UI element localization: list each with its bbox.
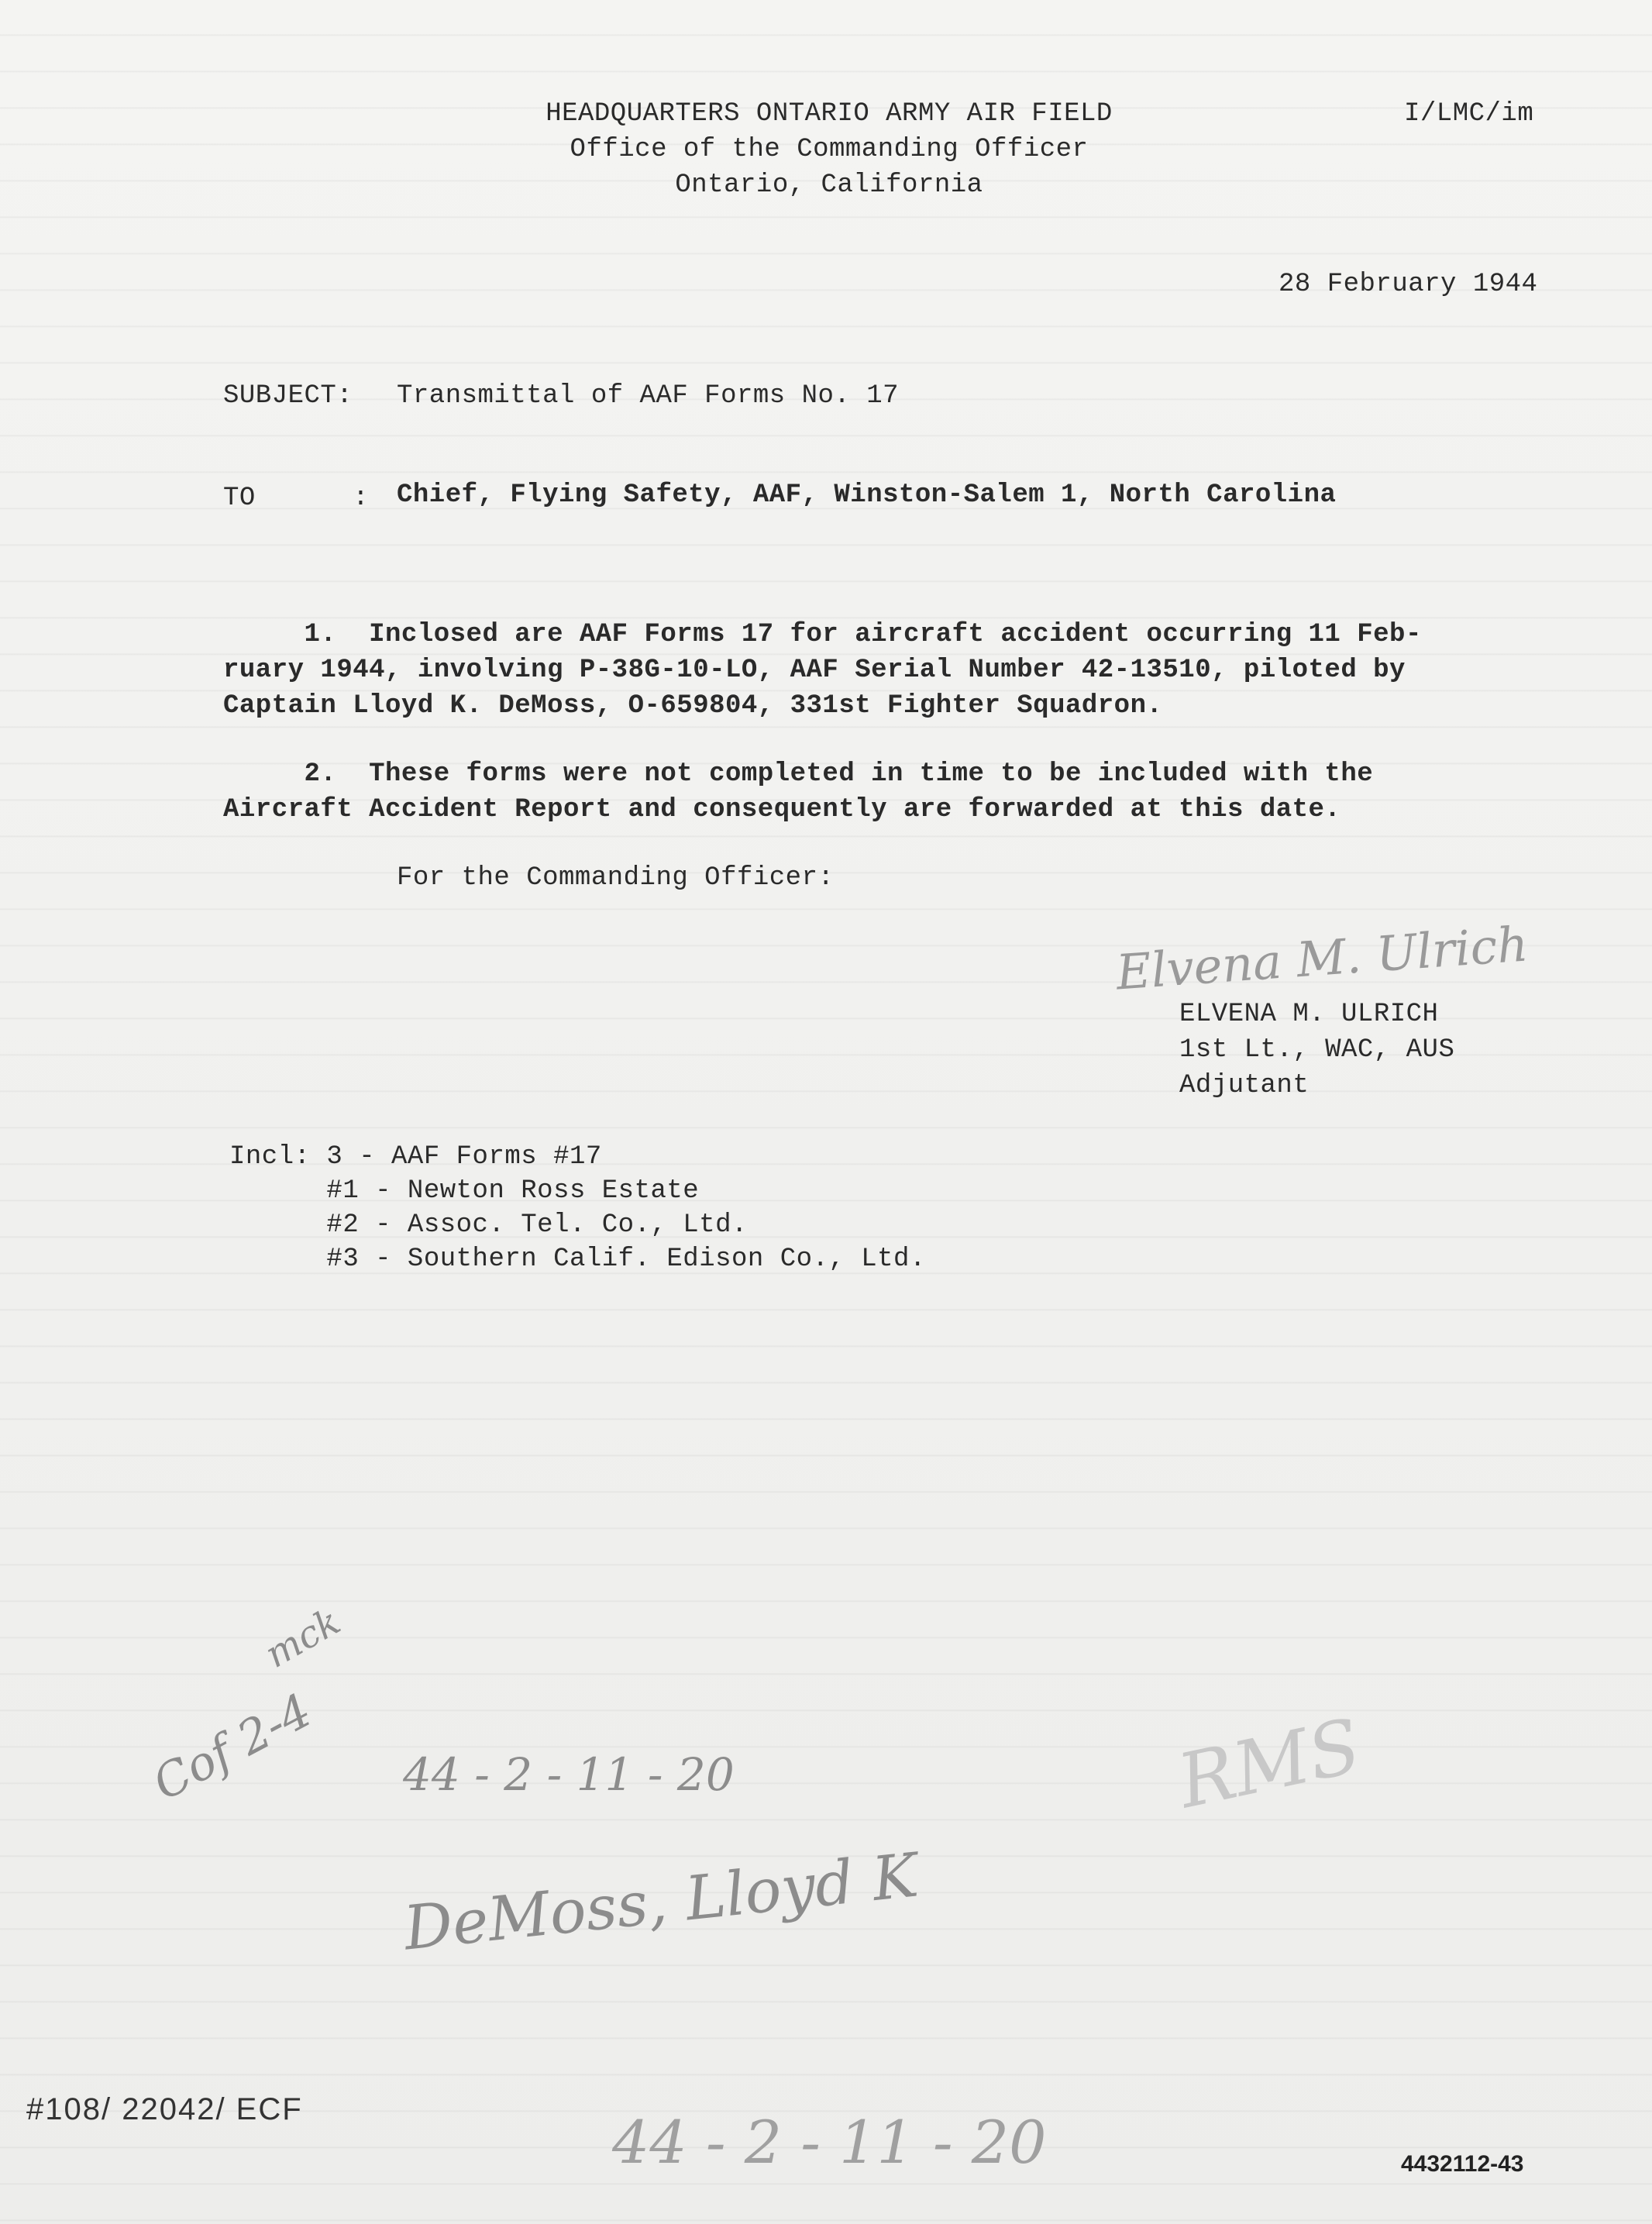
inclosure-header: Incl: 3 - AAF Forms #17 bbox=[229, 1142, 602, 1172]
letter-date: 28 February 1944 bbox=[1279, 270, 1538, 299]
letterhead-line3: Ontario, California bbox=[675, 170, 983, 200]
pencil-note-cof: Cof 2-4 bbox=[144, 1683, 321, 1812]
closing-line: For the Commanding Officer: bbox=[397, 863, 835, 893]
paragraph-1-line-3: Captain Lloyd K. DeMoss, O-659804, 331st Fighter Squadron. bbox=[223, 691, 1163, 721]
signatory-rank: 1st Lt., WAC, AUS bbox=[1179, 1035, 1455, 1065]
signatory-title: Adjutant bbox=[1179, 1071, 1310, 1100]
pencil-note-mck: mck bbox=[257, 1599, 348, 1677]
letterhead-line1: HEADQUARTERS ONTARIO ARMY AIR FIELD bbox=[546, 99, 1113, 129]
letterhead-line2: Office of the Commanding Officer bbox=[570, 135, 1089, 164]
paragraph-1-line-1: 1. Inclosed are AAF Forms 17 for aircraft accident occurring 11 Feb- bbox=[223, 620, 1422, 649]
paragraph-2-line-2: Aircraft Accident Report and consequently are forwarded at this date. bbox=[223, 795, 1341, 825]
inclosure-item-3: #3 - Southern Calif. Edison Co., Ltd. bbox=[229, 1245, 926, 1274]
to-text: Chief, Flying Safety, AAF, Winston-Salem 1, North Carolina bbox=[397, 480, 1337, 510]
paragraph-1-line-2: ruary 1944, involving P-38G-10-LO, AAF Serial Number 42-13510, piloted by bbox=[223, 656, 1406, 685]
inclosure-item-1: #1 - Newton Ross Estate bbox=[229, 1176, 700, 1206]
initials-mark: RMS bbox=[1170, 1702, 1368, 1826]
paragraph-2-line-1: 2. These forms were not completed in time to be included with the bbox=[223, 759, 1374, 789]
handwritten-signature: Elvena M. Ulrich bbox=[1114, 915, 1530, 1001]
inclosure-item-2: #2 - Assoc. Tel. Co., Ltd. bbox=[229, 1210, 748, 1240]
pencil-note-date: 44 - 2 - 11 - 20 bbox=[403, 1748, 735, 1801]
document-number: 4432112-43 bbox=[1401, 2151, 1524, 2177]
pencil-note-name: DeMoss, Lloyd K bbox=[401, 1840, 921, 1964]
reference-code: I/LMC/im bbox=[1404, 99, 1534, 129]
signatory-name: ELVENA M. ULRICH bbox=[1179, 1000, 1439, 1029]
subject-label: SUBJECT: bbox=[223, 381, 353, 411]
to-label: TO : bbox=[223, 484, 370, 513]
file-stamp: #108/ 22042/ ECF bbox=[26, 2092, 303, 2126]
bottom-date: 44 - 2 - 11 - 20 bbox=[612, 2108, 1047, 2177]
subject-text: Transmittal of AAF Forms No. 17 bbox=[397, 381, 900, 411]
